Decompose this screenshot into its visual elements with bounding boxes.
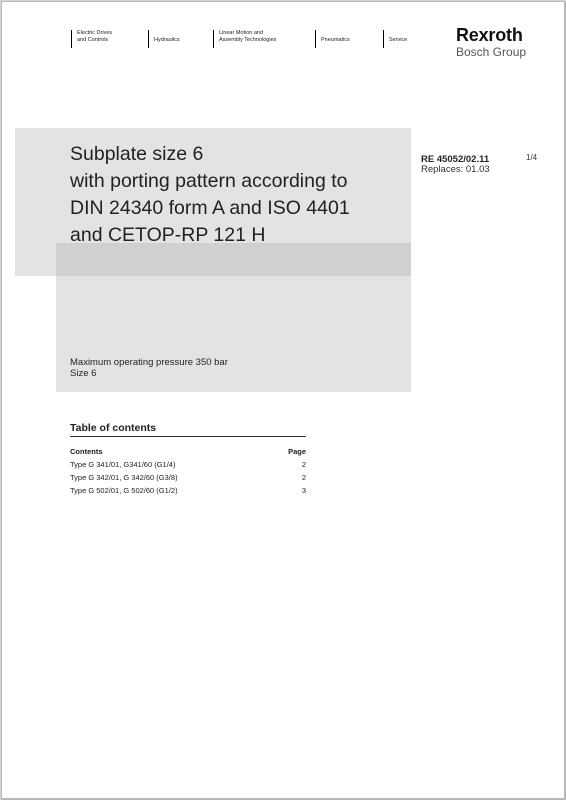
nav-label: Linear Motion and Assembly Technologies xyxy=(219,30,277,43)
toc-header-row xyxy=(70,445,306,458)
toc-row[interactable] xyxy=(70,484,306,497)
toc-col-page: Page xyxy=(288,447,306,456)
table-of-contents xyxy=(70,422,306,497)
brand-subtitle: Bosch Group xyxy=(456,45,527,59)
toc-title: Table of contents xyxy=(70,422,306,437)
nav-item-pneumatics[interactable] xyxy=(315,30,350,48)
page-title xyxy=(70,141,405,249)
title-line: Subplate size 6 xyxy=(70,143,204,165)
toc-entry-label: Type G 502/01, G 502/60 (G1/2) xyxy=(70,486,178,495)
nav-label: Service xyxy=(389,37,408,43)
title-line: and CETOP-RP 121 H xyxy=(70,224,266,246)
toc-row[interactable] xyxy=(70,471,306,484)
toc-row[interactable] xyxy=(70,458,306,471)
page-number: 1/4 xyxy=(526,153,538,162)
toc-entry-page: 2 xyxy=(301,460,306,469)
brand-logo: Rexroth xyxy=(456,25,523,45)
summary-line: Maximum operating pressure 350 bar xyxy=(70,357,228,368)
nav-label: Hydraulics xyxy=(154,37,180,43)
title-line: DIN 24340 form A and ISO 4401 xyxy=(70,197,350,219)
nav-label: Electric Drives and Controls xyxy=(77,30,113,43)
summary-text xyxy=(70,357,228,379)
toc-entry-label: Type G 341/01, G341/60 (G1/4) xyxy=(70,460,176,469)
summary-line: Size 6 xyxy=(70,368,97,379)
nav-label: Pneumatics xyxy=(321,37,350,43)
toc-entry-page: 3 xyxy=(301,486,306,495)
title-line: with porting pattern according to xyxy=(70,170,348,192)
nav-item-hydraulics[interactable] xyxy=(148,30,180,48)
nav-item-electric-drives[interactable] xyxy=(71,30,112,48)
nav-item-service[interactable] xyxy=(383,30,407,48)
toc-entry-label: Type G 342/01, G 342/60 (G3/8) xyxy=(70,473,178,482)
toc-col-contents: Contents xyxy=(70,447,103,456)
replaces-note: Replaces: 01.03 xyxy=(421,164,490,175)
toc-entry-page: 2 xyxy=(301,473,306,482)
document-page xyxy=(1,1,565,799)
nav-item-linear-motion[interactable] xyxy=(213,30,276,48)
document-number: RE 45052/02.11 xyxy=(421,154,490,165)
